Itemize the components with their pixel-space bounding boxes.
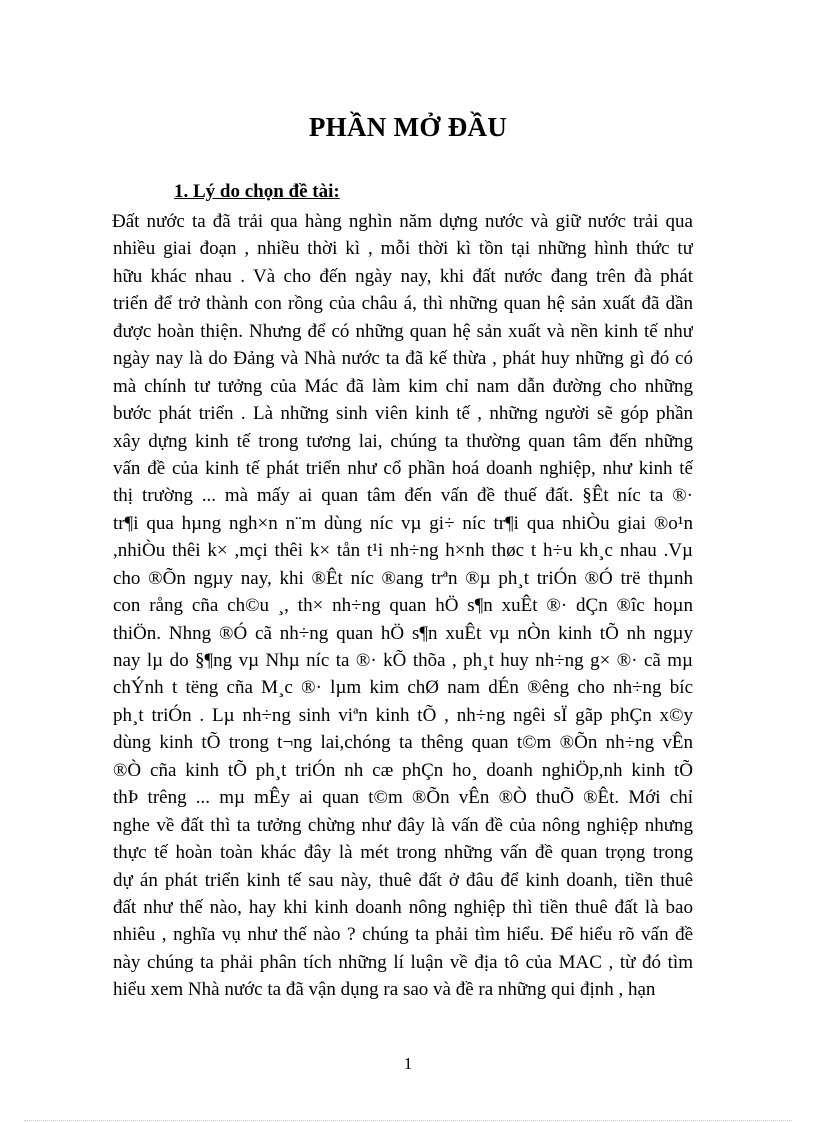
body-line: dự án phát triển kinh tế sau này, thuê đất ở đâu để kinh doanh, tiền thuê — [113, 869, 693, 891]
body-line: nhiêu , nghĩa vụ như thế nào ? chúng ta phải tìm hiểu. Để hiểu rõ vấn đề — [113, 924, 693, 946]
body-line: này chúng ta phải phân tích những lí luận về địa tô của MAC , từ đó tìm — [113, 951, 693, 973]
page-title: PHẦN MỞ ĐẦU — [308, 112, 508, 142]
body-line: đất như thế nào, hay khi kinh doanh nông nghiệp thì tiền thuê đất là bao — [113, 896, 693, 918]
body-line: hiểu xem Nhà nước ta đã vận dụng ra sao và đề ra những qui định , hạn — [113, 979, 656, 1001]
body-line: thị trường ... mà mấy ai quan tâm đến vấn đề thuế đất. §Êt níc ta ®· — [113, 485, 693, 507]
body-line: ,nhiÒu thêi k× ,mçi thêi k× tån t¹i nh÷ng h×nh thøc t h÷u kh¸c nhau .Vµ — [113, 540, 693, 562]
page-bottom-divider — [24, 1120, 792, 1121]
body-line: Đất nước ta đã trải qua hàng nghìn năm dựng nước và giữ nước trải qua — [112, 211, 693, 232]
body-line: tr¶i qua hµng ngh×n n¨m dùng níc vµ gi÷ níc tr¶i qua nhiÒu giai ®o¹n — [113, 512, 693, 534]
body-line: được hoàn thiện. Nhưng để có những quan hệ sản xuất và nền kinh tế như — [113, 320, 693, 342]
body-line: ®Ò cña kinh tÕ ph¸t triÓn nh cæ phÇn ho¸ doanh nghiÖp,nh kinh tÕ — [113, 759, 693, 781]
body-line: nghe về đất thì ta tưởng chừng như đây là vấn đề của nông nghiệp nhưng — [113, 814, 693, 836]
body-line: thiÖn. Nhng ®Ó cã nh÷ng quan hÖ s¶n xuÊt vµ nÒn kinh tÕ nh ngµy — [113, 622, 693, 644]
section-heading: 1. Lý do chọn đề tài: — [174, 181, 340, 202]
body-line: nhiều giai đoạn , nhiều thời kì , mỗi thời kì tồn tại những hình thức tư — [113, 238, 693, 260]
body-line: chÝnh t tëng cña M¸c ®· lµm kim chØ nam dÉn ®êng cho nh÷ng bíc — [113, 677, 693, 699]
body-line: xây dựng kinh tế trong tương lai, chúng ta thường quan tâm đến những — [113, 430, 693, 452]
body-text — [113, 208, 693, 1004]
body-line: triển để trở thành con rồng của châu á, thì những quan hệ sản xuất đã dần — [113, 293, 693, 315]
body-line: dùng kinh tÕ trong t¬ng lai,chóng ta thêng quan t©m ®Õn nh÷ng vÊn — [113, 732, 693, 754]
body-line: nay lµ do §¶ng vµ Nhµ níc ta ®· kÕ thõa , ph¸t huy nh÷ng g× ®· cã mµ — [113, 650, 693, 671]
body-line: mà chính tư tưởng của Mác đã làm kim chỉ nam dẫn đường cho những — [113, 375, 693, 397]
body-line: bước phát triển . Là những sinh viên kinh tế , những người sẽ góp phần — [113, 403, 693, 425]
body-line: hữu khác nhau . Và cho đến ngày nay, khi đất nước đang trên đà phát — [113, 265, 693, 287]
body-line: cho ®Õn ngµy nay, khi ®Êt níc ®ang trªn ®µ ph¸t triÓn ®Ó trë thµnh — [113, 567, 693, 589]
body-line: vấn đề của kinh tế phát triển như cổ phần hoá doanh nghiệp, như kinh tế — [113, 457, 693, 479]
body-line: ph¸t triÓn . Lµ nh÷ng sinh viªn kinh tÕ , nh÷ng ngêi sÏ gãp phÇn x©y — [113, 704, 693, 726]
body-line: ngày nay là do Đảng và Nhà nước ta đã kế thừa , phát huy những gì đó có — [113, 348, 693, 370]
page-number: 1 — [403, 1054, 413, 1073]
body-line: con rång cña ch©u ¸, th× nh÷ng quan hÖ s¶n xuÊt ®· dÇn ®îc hoµn — [113, 595, 693, 617]
body-line: thực tế hoàn toàn khác đây là mét trong những vấn đề quan trọng trong — [113, 842, 693, 864]
body-line: thÞ trêng ... mµ mÊy ai quan t©m ®Õn vÊn ®Ò thuÕ ®Êt. Mới chỉ — [113, 787, 693, 809]
